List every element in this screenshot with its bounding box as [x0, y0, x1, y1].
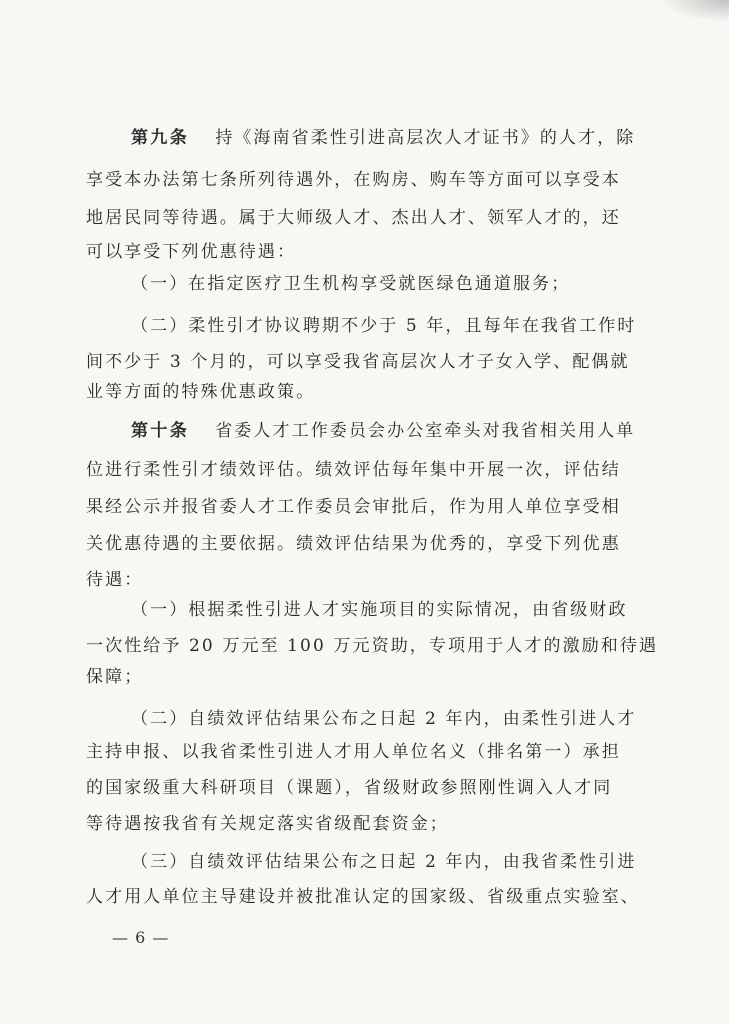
list-item-line: （一）根据柔性引进人才实施项目的实际情况，由省级财政	[131, 600, 628, 620]
paragraph-line: 果经公示并报省委人才工作委员会审批后，作为用人单位享受相	[86, 497, 621, 517]
list-item-line: （二）自绩效评估结果公布之日起 2 年内，由柔性引进人才	[131, 709, 637, 729]
list-item-line: 保障；	[86, 667, 144, 687]
list-item-line: 等待遇按我省有关规定落实省级配套资金；	[86, 814, 449, 834]
article-10-line-1	[131, 419, 635, 443]
list-item-line: 业等方面的特殊优惠政策。	[86, 382, 316, 402]
article-10-text: 省委人才工作委员会办公室牵头对我省相关用人单	[215, 421, 636, 441]
list-item-line: 一次性给予 20 万元至 100 万元资助，专项用于人才的激励和待遇	[86, 636, 659, 656]
list-item-line: 间不少于 3 个月的，可以享受我省高层次人才子女入学、配偶就	[86, 352, 630, 372]
paragraph-line: 地居民同等待遇。属于大师级人才、杰出人才、领军人才的，还	[86, 208, 621, 228]
list-item-line: （二）柔性引才协议聘期不少于 5 年，且每年在我省工作时	[131, 316, 637, 336]
article-9-text: 持《海南省柔性引进高层次人才证书》的人才，除	[215, 128, 636, 148]
list-item-line: 主持申报、以我省柔性引进人才用人单位名义（排名第一）承担	[86, 742, 621, 762]
paragraph-line: 可以享受下列优惠待遇：	[86, 242, 297, 262]
article-10-heading: 第十条	[131, 421, 190, 441]
article-9-heading: 第九条	[131, 128, 190, 148]
article-9-line-1	[131, 126, 635, 150]
paragraph-line: 关优惠待遇的主要依据。绩效评估结果为优秀的，享受下列优惠	[86, 534, 621, 554]
list-item-line: （三）自绩效评估结果公布之日起 2 年内，由我省柔性引进	[131, 852, 637, 872]
paragraph-line: 待遇：	[86, 570, 144, 590]
list-item-line: （一）在指定医疗卫生机构享受就医绿色通道服务；	[131, 274, 571, 294]
paragraph-line: 位进行柔性引才绩效评估。绩效评估每年集中开展一次，评估结	[86, 460, 621, 480]
page-number: — 6 —	[112, 928, 170, 947]
paragraph-line: 享受本办法第七条所列待遇外，在购房、购车等方面可以享受本	[86, 170, 621, 190]
scan-shadow	[659, 0, 729, 22]
list-item-line: 的国家级重大科研项目（课题），省级财政参照刚性调入人才同	[86, 778, 613, 798]
list-item-line: 人才用人单位主导建设并被批准认定的国家级、省级重点实验室、	[86, 887, 640, 907]
